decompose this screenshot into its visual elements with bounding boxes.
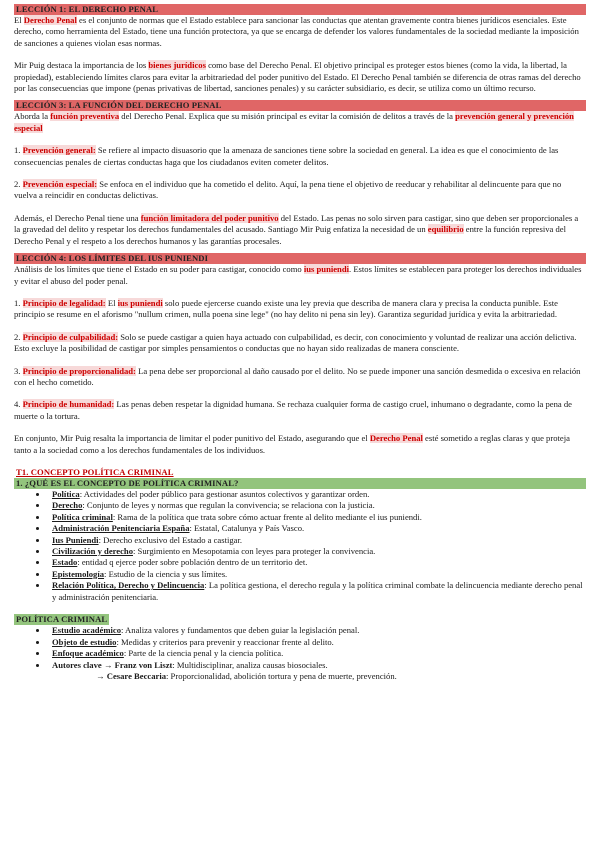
lesson4-paragraph-2: 1. Principio de legalidad: El ius puniendi solo puede ejercerse cuando existe una ley previa que describa de manera clara y precisa la conducta punible. Este principio se resume en el aforismo "nullum crimen, nulla poena sine lege" (no hay delito ni pena sin ley). Garantiza seguridad jurídica y evita la arbitrariedad.: [14, 297, 558, 320]
lesson4-paragraph-4: 3. Principio de proporcionalidad: La pena debe ser proporcional al daño causado por el delito. No se puede imponer una sanción desmedida o excesiva en relación con el hecho cometido.: [14, 365, 581, 387]
politica-criminal-extra-author: → Cesare Beccaria: Proporcionalidad, abolición tortura y pena de muerte, prevención.: [96, 671, 397, 682]
lesson3-paragraph-1: Aborda la función preventiva del Derecho Penal. Explica que su misión principal es evitar la comisión de delitos a través de la prevención general y prevención especial: [14, 111, 574, 133]
list-item: • Administración Penitenciaria España: Estatal, Catalunya y País Vasco.: [48, 523, 586, 534]
lesson4-paragraph-6: En conjunto, Mir Puig resalta la importancia de limitar el poder punitivo del Estado, asegurando que el Derecho Penal esté sometido a reglas claras y que proteja tanto a la sociedad como a los derechos fundamentales de los individuos.: [14, 433, 570, 455]
list-item: • Objeto de estudio: Medidas y criterios para prevenir y reaccionar frente al delito.: [48, 637, 586, 648]
list-item: • Política criminal: Rama de la política que trata sobre cómo actuar frente al delito mediante el ius puniendi.: [48, 512, 586, 523]
list-item: • Autores clave → Franz von Liszt: Multidisciplinar, analiza causas biosociales.: [48, 660, 586, 671]
list-item: • Política: Actividades del poder público para gestionar asuntos colectivos y garantizar orden.: [48, 489, 586, 500]
lesson3-header: LECCIÓN 3: LA FUNCIÓN DEL DERECHO PENAL: [14, 100, 586, 111]
lesson4-header: LECCIÓN 4: LOS LÍMITES DEL IUS PUNIENDI: [14, 253, 586, 264]
t1-subheader: 1. ¿QUÉ ES EL CONCEPTO DE POLÍTICA CRIMINAL?: [14, 478, 586, 489]
t1-definition-list: [14, 489, 586, 603]
t1-title: T1. CONCEPTO POLÍTICA CRIMINAL: [16, 466, 174, 477]
lesson4-paragraph-3: 2. Principio de culpabilidad: Solo se puede castigar a quien haya actuado con culpabilidad, es decir, con conocimiento y voluntad de realizar una acción delictiva. Esto excluye la posibilidad de castigar por simples pensamientos o conductas que no hayan sido realizadas de manera consciente.: [14, 331, 577, 354]
list-item: • Enfoque académico: Parte de la ciencia penal y la ciencia política.: [48, 648, 586, 659]
list-item: • Ius Puniendi: Derecho exclusivo del Estado a castigar.: [48, 535, 586, 546]
list-item: • Epistemología: Estudio de la ciencia y sus límites.: [48, 569, 586, 580]
list-item: • Civilización y derecho: Surgimiento en Mesopotamia con leyes para proteger la convivencia.: [48, 546, 586, 557]
lesson1-header: LECCIÓN 1: EL DERECHO PENAL: [14, 4, 586, 15]
lesson4-paragraph-1: Análisis de los límites que tiene el Estado en su poder para castigar, conocido como ius puniendi. Estos límites se establecen para proteger los derechos individuales y evitar el abuso del poder penal.: [14, 264, 582, 286]
lesson1-paragraph-2: Mir Puig destaca la importancia de los bienes jurídicos como base del Derecho Penal. El objetivo principal es proteger estos bienes (como la vida, la libertad, la propiedad), estableciendo límites claros para evitar la arbitrariedad del poder punitivo del Estado. El Derecho Penal también se diferencia de otras ramas del derecho por las consecuencias que impone (penas privativas de libertad, sanciones penales) y su carácter subsidiario, es decir, se utiliza como un último recurso.: [14, 60, 581, 94]
lesson1-paragraph-1: El Derecho Penal es el conjunto de normas que el Estado establece para sancionar las conductas que atentan gravemente contra bienes jurídicos esenciales. Este derecho, como herramienta del Estado, tiene una función protectora, ya que se encarga de defender los valores fundamentales de la sociedad mediante la imposición de sanciones a quienes violan esas normas.: [14, 15, 579, 48]
lesson3-paragraph-2: 1. Prevención general: Se refiere al impacto disuasorio que la amenaza de sanciones tiene sobre la sociedad en general. La idea es que el conocimiento de las consecuencias penales de ciertas conductas haga que los ciudadanos eviten cometer delitos.: [14, 145, 559, 167]
list-item: • Estado: entidad q ejerce poder sobre población dentro de un territorio det.: [48, 557, 586, 568]
lesson4-paragraph-5: 4. Principio de humanidad: Las penas deben respetar la dignidad humana. Se rechaza cualquier forma de castigo cruel, inhumano o degradante, como la pena de muerte o la tortura.: [14, 399, 572, 421]
list-item: • Derecho: Conjunto de leyes y normas que regulan la convivencia; se relaciona con la justicia.: [48, 500, 586, 511]
list-item: • Relación Política, Derecho y Delincuencia: La política gestiona, el derecho regula y la política criminal combate la delincuencia mediante derecho penal y administración penitenciaria.: [48, 580, 586, 603]
lesson3-paragraph-4: Además, el Derecho Penal tiene una función limitadora del poder punitivo del Estado. Las penas no solo sirven para castigar, sino que deben ser proporcionales a la gravedad del delito y respetar los derechos fundamentales del acusado. Santiago Mir Puig enfatiza la necesidad de un equilibrio entre la función represiva del Derecho Penal y el respeto a los derechos humanos y las garantías procesales.: [14, 212, 579, 246]
politica-criminal-list: [14, 625, 586, 671]
list-item: • Estudio académico: Analiza valores y fundamentos que deben guiar la legislación penal.: [48, 625, 586, 636]
lesson3-paragraph-3: 2. Prevención especial: Se enfoca en el individuo que ha cometido el delito. Aquí, la pena tiene el objetivo de reeducar y rehabilitar al delincuente para que no vuelva a reincidir en conductas delictivas.: [14, 179, 562, 201]
politica-criminal-header: POLÍTICA CRIMINAL: [16, 614, 108, 625]
